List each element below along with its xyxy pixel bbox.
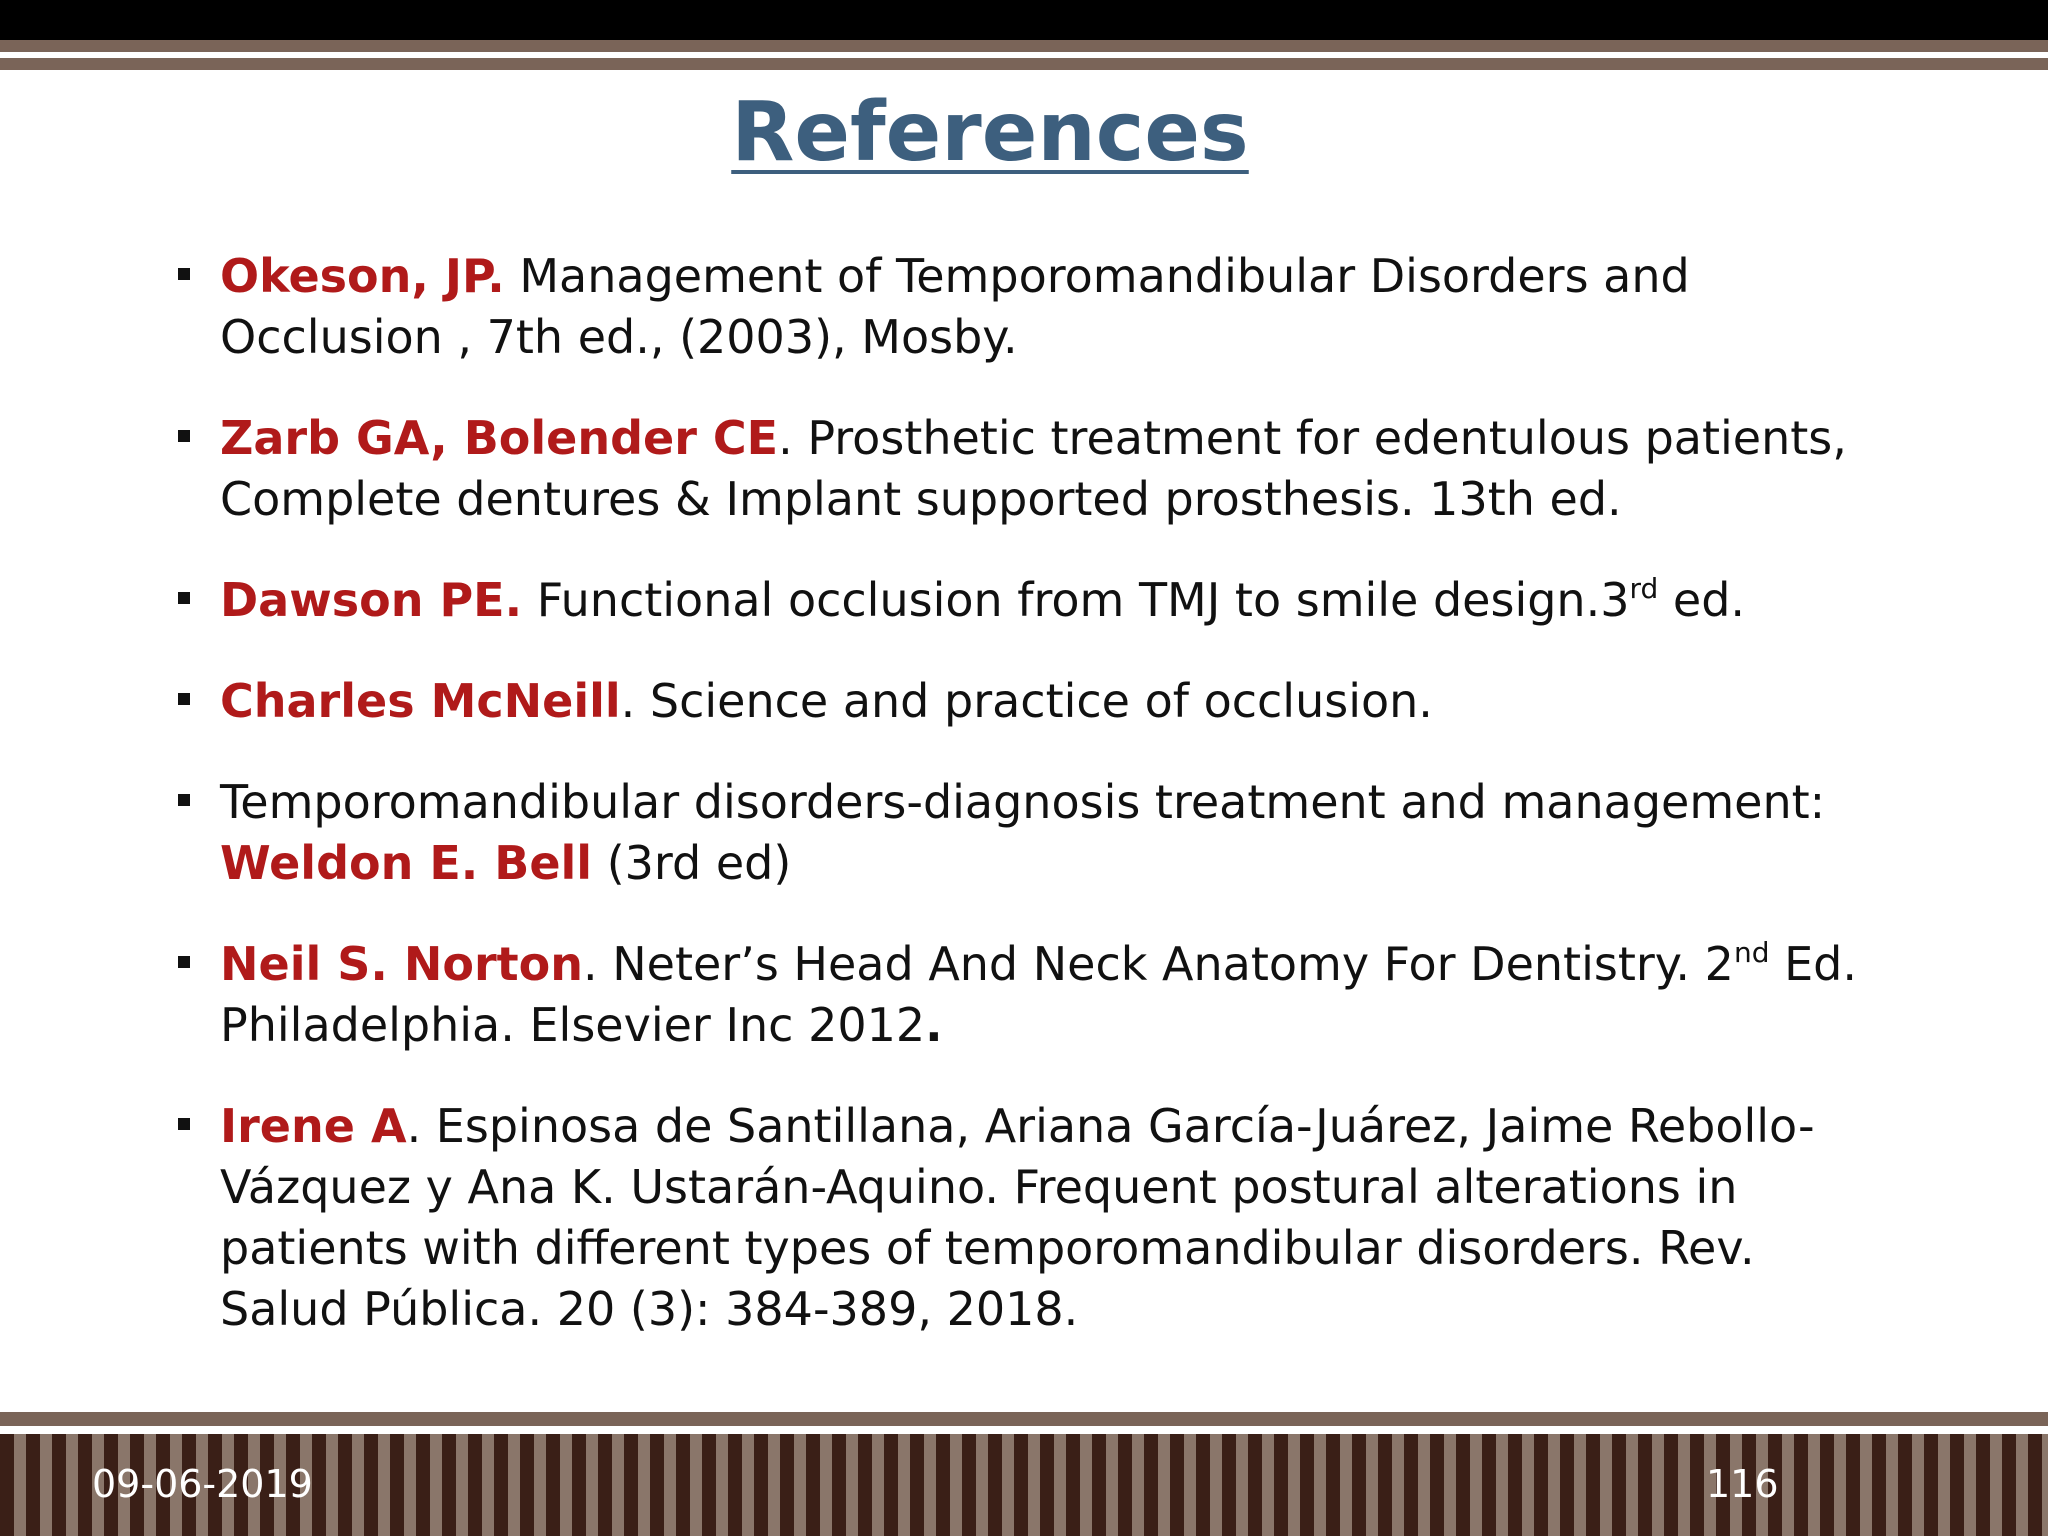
reference-superscript: nd — [1733, 936, 1770, 969]
reference-text: . Espinosa de Santillana, Ariana García-Juárez, Jaime Rebollo-Vázquez y Ana K. Ustarán-Aquino. Frequent postural alterations in patients with different types of temporomandibular disorders. Rev. Salud Pública. 20 (3): 384-389, 2018. — [220, 1099, 1815, 1336]
square-bullet-icon — [178, 430, 190, 442]
reference-item — [178, 671, 1878, 732]
reference-superscript: rd — [1629, 572, 1659, 605]
reference-author: Charles McNeill — [220, 674, 621, 728]
reference-author: Zarb GA, Bolender CE — [220, 411, 779, 465]
reference-text-after: Ed. Philadelphia. Elsevier Inc 2012 — [220, 937, 1857, 1052]
reference-item — [178, 1096, 1878, 1340]
reference-text: (3rd ed) — [592, 836, 792, 890]
bottom-stripe — [0, 1412, 2048, 1426]
reference-item — [178, 570, 1878, 631]
reference-author: Okeson, JP. — [220, 249, 505, 303]
page-number: 116 — [1706, 1462, 1779, 1506]
reference-item — [178, 246, 1878, 368]
reference-item — [178, 772, 1878, 894]
reference-text: . Neter’s Head And Neck Anatomy For Dentistry. 2 — [583, 937, 1734, 991]
square-bullet-icon — [178, 268, 190, 280]
top-stripe — [0, 40, 2048, 52]
reference-author: Irene A — [220, 1099, 407, 1153]
top-black-bar — [0, 0, 2048, 40]
slide-title-text: References — [731, 85, 1249, 180]
reference-text: Management of Temporomandibular Disorders and Occlusion , 7th ed., (2003), Mosby. — [220, 249, 1690, 364]
slide-title — [0, 85, 1980, 180]
square-bullet-icon — [178, 592, 190, 604]
reference-text: . Prosthetic treatment for edentulous patients, Complete dentures & Implant supported prosthesis. 13th ed. — [220, 411, 1847, 526]
reference-author: Weldon E. Bell — [220, 836, 593, 890]
reference-text: . Science and practice of occlusion. — [620, 674, 1433, 728]
reference-list — [178, 246, 1878, 1340]
reference-text: Functional occlusion from TMJ to smile design.3 — [522, 573, 1630, 627]
footer-date: 09-06-2019 — [92, 1462, 313, 1506]
reference-text-before: Temporomandibular disorders-diagnosis treatment and management: — [220, 775, 1826, 829]
square-bullet-icon — [178, 794, 190, 806]
square-bullet-icon — [178, 1118, 190, 1130]
reference-text-after: ed. — [1658, 573, 1746, 627]
square-bullet-icon — [178, 693, 190, 705]
reference-author: Neil S. Norton — [220, 937, 583, 991]
reference-item — [178, 934, 1878, 1056]
square-bullet-icon — [178, 956, 190, 968]
reference-author: Dawson PE. — [220, 573, 523, 627]
reference-item — [178, 408, 1878, 530]
top-stripe — [0, 58, 2048, 70]
reference-text-end: . — [925, 998, 943, 1052]
